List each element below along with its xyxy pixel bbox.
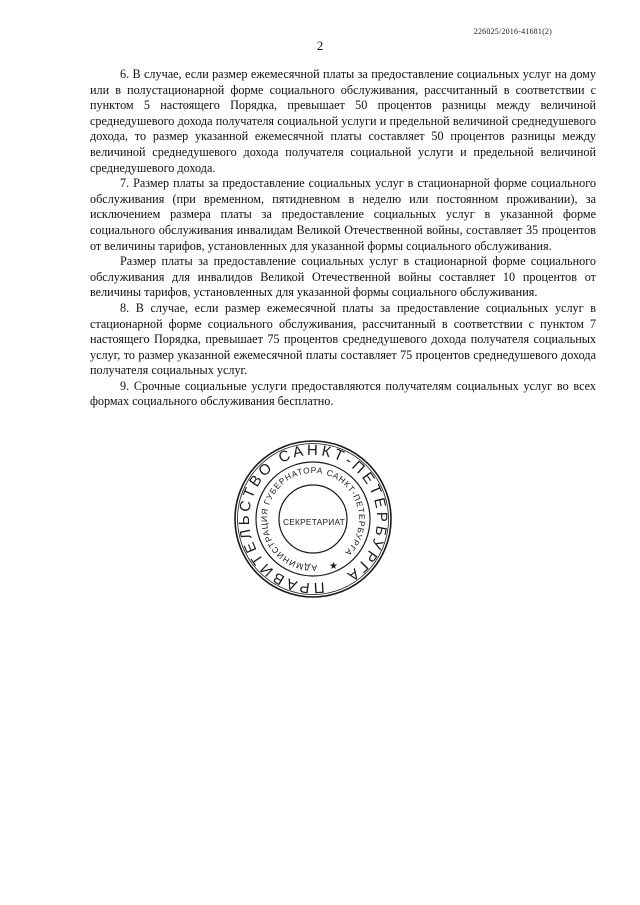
page-number: 2 xyxy=(316,38,324,53)
official-seal xyxy=(232,438,394,600)
seal-center-text: СЕКРЕТАРИАТ xyxy=(283,517,345,527)
document-code: 226025/2016-41681(2) xyxy=(473,27,552,36)
paragraph-8: 8. В случае, если размер ежемесячной платы за предоставление социальных услуг в стационарной форме социального обслуживания, рассчитанный в соответствии с пунктом 7 настоящего Порядка, превышает 75 процентов среднедушевого дохода получателя социальных услуг, то размер указанной ежемесячной платы составляет 75 процентов среднедушевого дохода получателя социальных услуг. xyxy=(90,300,596,378)
paragraph-6: 6. В случае, если размер ежемесячной платы за предоставление социальных услуг на дому или в полустационарной форме социального обслуживания, рассчитанный в соответствии с пунктом 5 настоящего Порядка, превышает 50 процентов разницы между величиной среднедушевого дохода получателя социальной услуги и предельной величиной среднедушевого дохода, то размер указанной ежемесячной платы составляет 50 процентов разницы между величиной среднедушевого дохода получателя социальной услуги и предельной величиной среднедушевого дохода. xyxy=(90,67,596,175)
paragraph-9: 9. Срочные социальные услуги предоставляются получателям социальных услуг во всех формах социального обслуживания бесплатно. xyxy=(90,378,596,409)
paragraph-7-continued: Размер платы за предоставление социальных услуг в стационарной форме социального обслуживания для инвалидов Великой Отечественной войны составляет 10 процентов от величины тарифов, установленных для указанной формы социального обслуживания. xyxy=(90,254,596,300)
paragraph-7: 7. Размер платы за предоставление социальных услуг в стационарной форме социального обслуживания (при временном, пятидневном в неделю или постоянном проживании), за исключением размера платы за предоставление социальных услуг в указанной форме социального обслуживания инвалидам Великой Отечественной войны, составляет 35 процентов от величины тарифов, установленных для указанной формы социального обслуживания. xyxy=(90,176,596,253)
seal-outer-text: ПРАВИТЕЛЬСТВО САНКТ-ПЕТЕРБУРГА xyxy=(235,441,391,597)
seal-star-icon: ★ xyxy=(329,561,338,572)
seal-inner-text: АДМИНИСТРАЦИЯ ГУБЕРНАТОРА САНКТ-ПЕТЕРБУРГА xyxy=(258,464,368,574)
document-body xyxy=(90,67,596,410)
